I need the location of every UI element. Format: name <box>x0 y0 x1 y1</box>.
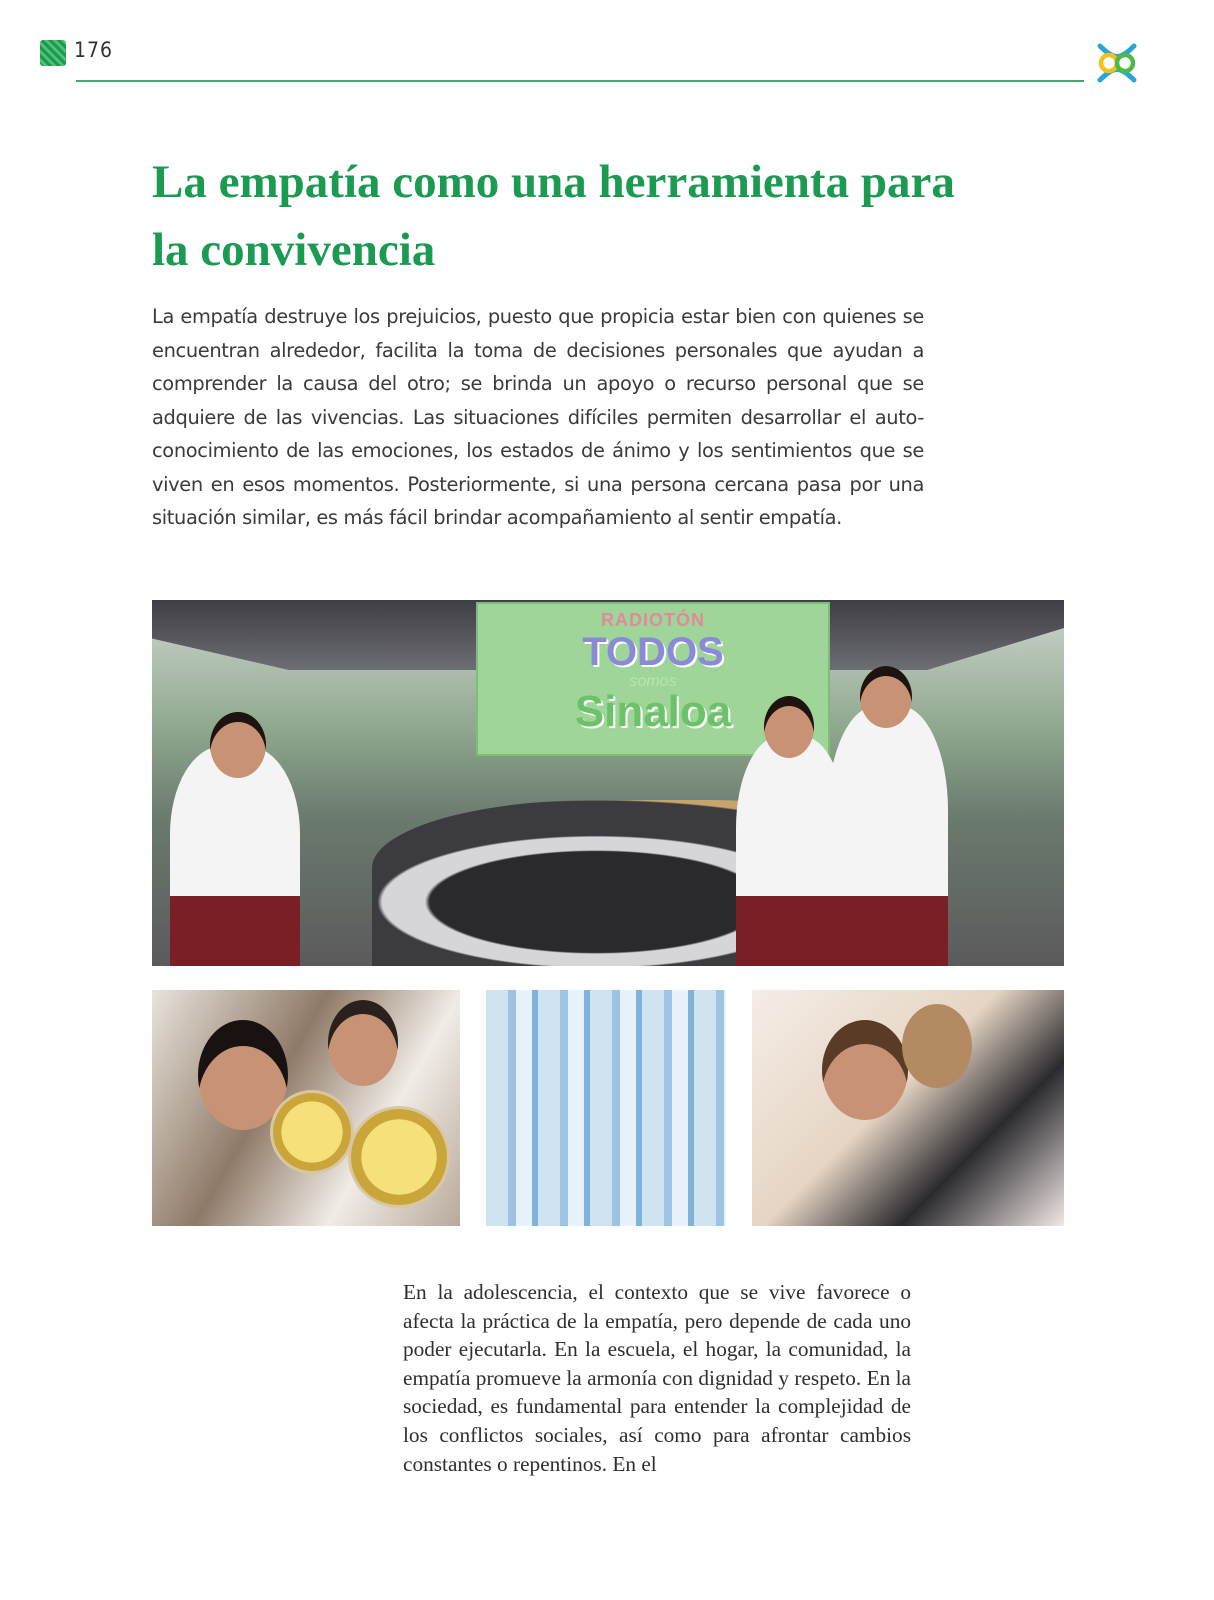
student-figure <box>170 746 300 966</box>
student-head <box>860 666 912 728</box>
ribbon-logo-icon <box>1094 40 1140 86</box>
girl-head <box>822 1020 908 1120</box>
banner-line-radioton: RADIOTÓN <box>601 610 705 630</box>
banner-line-somos: somos <box>629 673 677 690</box>
main-photo-collection-event <box>152 600 1064 966</box>
body-paragraph: En la adolescencia, el contexto que se vive favorece o afecta la práctica de la empatía, pero depende de cada uno poder ejecutarla. En la escuela, el hogar, la comunidad, la empatía promueve la armonía con dignidad y respeto. En la sociedad, es fundamental para entender la complejidad de los conflictos sociales, así como para afrontar cambios constantes o repentinos. En el <box>403 1280 911 1476</box>
student-head <box>764 696 814 758</box>
banner-line-todos: TODOS <box>582 630 724 674</box>
food-can <box>270 1090 354 1174</box>
photo-canned-food <box>152 990 460 1226</box>
banner-line-sinaloa: Sinaloa <box>574 687 732 736</box>
student-figure <box>828 706 948 966</box>
photo-water-bottles <box>486 990 726 1226</box>
adult-head <box>902 1004 972 1088</box>
header-pattern-icon <box>40 40 66 66</box>
person-head <box>328 1000 398 1086</box>
page-number: 176 <box>74 38 114 62</box>
food-can <box>348 1106 450 1208</box>
intro-paragraph: La empatía destruye los prejuicios, puesto que propicia estar bien con quienes se encuentran alrededor, facilita la toma de decisiones personales que ayudan a comprender la causa del otro; se brinda un apoyo o recurso personal que se adquiere de las vivencias. Las situaciones difíciles permiten desarrollar el auto-conocimiento de las emociones, los estados de ánimo y los sentimientos que se viven en esos momentos. Posteriormente, si una persona cercana pasa por una situación similar, es más fácil brindar acompañamiento al sentir empatía. <box>152 305 924 529</box>
article-title: La empatía como una herramienta para la convivencia <box>152 156 955 276</box>
photo-hug <box>752 990 1064 1226</box>
header-divider <box>76 80 1084 82</box>
student-head <box>210 712 266 778</box>
